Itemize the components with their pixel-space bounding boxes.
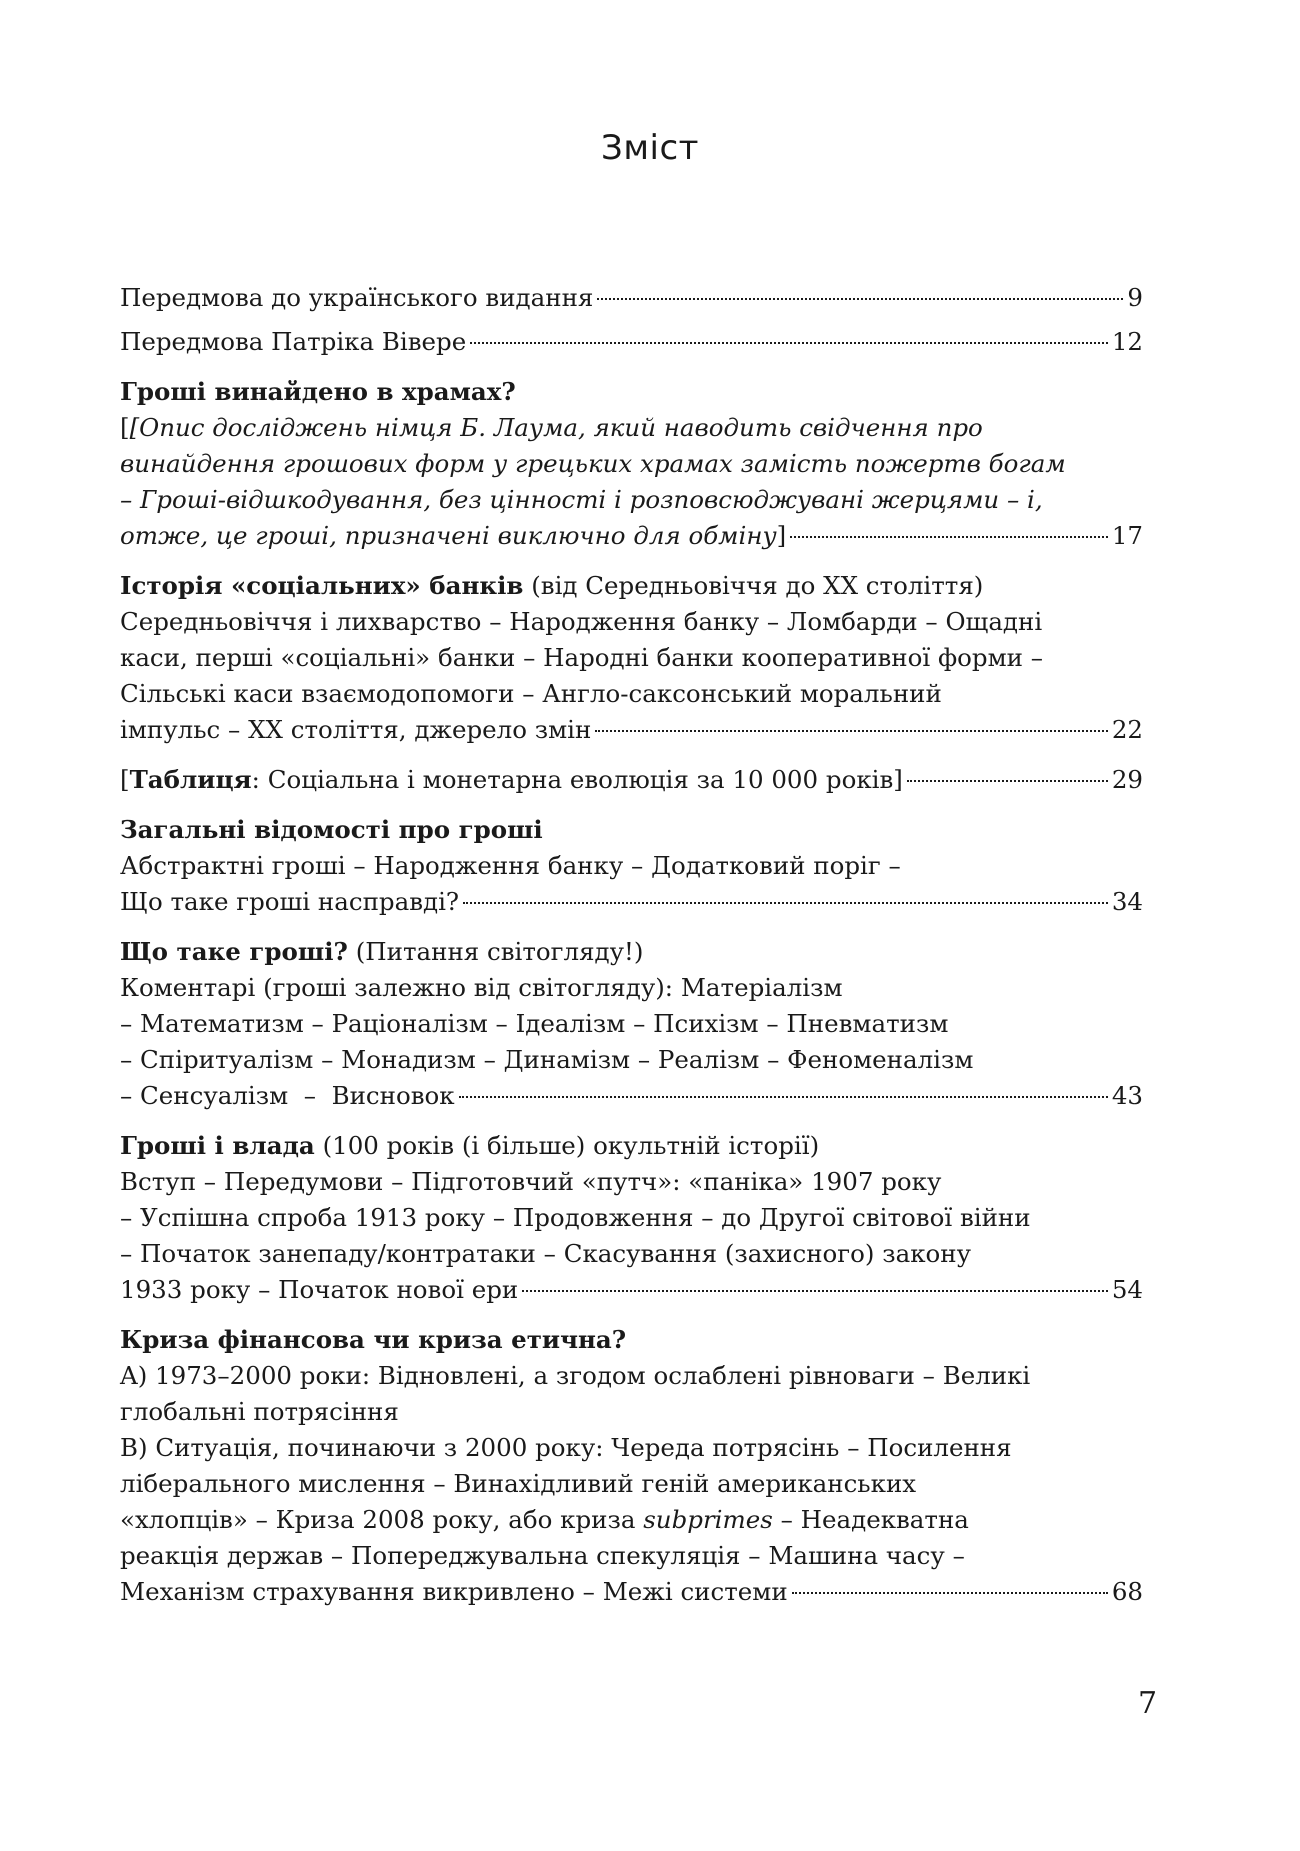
- toc-entry-table[interactable]: [120, 762, 1143, 798]
- toc-entry-financial-crisis[interactable]: [120, 1322, 1143, 1610]
- toc-entry-social-banks[interactable]: [120, 568, 1143, 748]
- heading-text: Історія «соціальних» банків: [120, 571, 524, 600]
- toc-entry-line: Сільські каси взаємодопомоги – Англо-саксонський моральний: [120, 679, 942, 708]
- toc-entry-money-and-power[interactable]: [120, 1128, 1143, 1308]
- toc-entry-heading: [120, 934, 1143, 970]
- toc-line-leader: [120, 280, 1143, 316]
- toc-entry-title: Передмова до українського видання: [120, 283, 594, 312]
- toc-entry-heading: [120, 568, 1143, 604]
- toc-line-leader: [120, 712, 1143, 748]
- heading-text: Гроші винайдено в храмах?: [120, 377, 516, 406]
- toc-entry-title: Передмова Патріка Вівере: [120, 327, 467, 356]
- toc-line-text: імпульс – XX століття, джерело змін: [120, 715, 592, 744]
- toc-entry-line: реакція держав – Попереджувальна спекуляція – Машина часу –: [120, 1541, 965, 1570]
- toc-line-leader: [120, 324, 1143, 360]
- dot-leader: [470, 342, 1108, 344]
- dot-leader: [907, 780, 1108, 782]
- heading-subtitle: (від Середньовіччя до XX століття): [523, 571, 984, 600]
- toc-entry-line: B) Ситуація, починаючи з 2000 року: Череда потрясінь – Посилення: [120, 1433, 1012, 1462]
- toc-entry-heading: [120, 1322, 1143, 1358]
- toc-entry-line: – Початок занепаду/контратаки – Скасування (захисного) закону: [120, 1239, 972, 1268]
- dot-leader: [792, 1592, 1108, 1594]
- toc-entry-money-in-temples[interactable]: [120, 374, 1143, 554]
- heading-text: Що таке гроші?: [120, 937, 348, 966]
- page-number: 7: [1138, 1686, 1158, 1721]
- toc-page-number: 34: [1111, 887, 1143, 916]
- dot-leader: [595, 730, 1107, 732]
- dot-leader: [790, 536, 1108, 538]
- toc-entry-line: Вступ – Передумови – Підготовчий «путч»: «паніка» 1907 року: [120, 1167, 942, 1196]
- italic-term: subprimes: [643, 1505, 773, 1534]
- toc-line-text: винайдення грошових форм у грецьких храмах замість пожертв богам: [120, 449, 1066, 478]
- toc-line-leader: [120, 884, 1143, 920]
- toc-page-number: 9: [1127, 283, 1143, 312]
- dot-leader: [522, 1290, 1108, 1292]
- toc-line-leader: [120, 1272, 1143, 1308]
- bracket-close: ]: [776, 521, 787, 550]
- toc-entry-line: глобальні потрясіння: [120, 1397, 399, 1426]
- toc-line-leader: [120, 1078, 1143, 1114]
- toc-page-number: 29: [1111, 765, 1143, 794]
- heading-text: Загальні відомості про гроші: [120, 815, 543, 844]
- toc-entry-heading: [120, 812, 1143, 848]
- table-label: Таблиця: [129, 765, 252, 794]
- toc-entry-heading: [120, 374, 1143, 410]
- toc-entry-line: Середньовіччя і лихварство – Народження банку – Ломбарди – Ощадні: [120, 607, 1043, 636]
- toc-entry-preface-viveret[interactable]: [120, 324, 1143, 360]
- toc-line-text: – Гроші-відшкодування, без цінності і розповсюджувані жерцями – і,: [120, 485, 1043, 514]
- table-of-contents: [120, 280, 1143, 1624]
- toc-entry-heading: [120, 1128, 1143, 1164]
- toc-page-number: 43: [1111, 1081, 1143, 1110]
- toc-line-text: – Сенсуалізм – Висновок: [120, 1081, 455, 1110]
- toc-entry-line: [[Опис досліджень німця Б. Лаума, який наводить свідчення про: [120, 413, 983, 442]
- toc-entry-line: каси, перші «соціальні» банки – Народні банки кооперативної форми –: [120, 643, 1044, 672]
- toc-entry-line: [120, 446, 1143, 482]
- toc-entry-line: [120, 1502, 1143, 1538]
- toc-line-text: [Опис досліджень німця Б. Лаума, який наводить свідчення про: [129, 413, 983, 442]
- toc-entry-line: – Спіритуалізм – Монадизм – Динамізм – Реалізм – Феноменалізм: [120, 1045, 974, 1074]
- toc-page-number: 12: [1111, 327, 1143, 356]
- toc-page-number: 54: [1111, 1275, 1143, 1304]
- toc-line-text: : Соціальна і монетарна еволюція за 10 000 років]: [251, 765, 903, 794]
- toc-line-leader: [120, 762, 1143, 798]
- dot-leader: [597, 298, 1123, 300]
- toc-entry-line: [120, 482, 1143, 518]
- toc-line-text: Що таке гроші насправді?: [120, 887, 460, 916]
- toc-line-text: 1933 року – Початок нової ери: [120, 1275, 519, 1304]
- heading-text: Криза фінансова чи криза етична?: [120, 1325, 627, 1354]
- bracket-open: [: [120, 765, 130, 794]
- toc-entry-preface-ukrainian[interactable]: [120, 280, 1143, 316]
- toc-line-text: Механізм страхування викривлено – Межі системи: [120, 1577, 788, 1606]
- heading-subtitle: (100 років (і більше) окультній історії): [314, 1131, 820, 1160]
- toc-line-text: «хлопців» – Криза 2008 року, або криза: [120, 1505, 644, 1534]
- toc-entry-line: – Успішна спроба 1913 року – Продовження – до Другої світової війни: [120, 1203, 1031, 1232]
- toc-entry-line: Абстрактні гроші – Народження банку – Додатковий поріг –: [120, 851, 901, 880]
- toc-entry-line: ліберального мислення – Винахідливий геній американських: [120, 1469, 917, 1498]
- toc-entry-line: – Математизм – Раціоналізм – Ідеалізм – Психізм – Пневматизм: [120, 1009, 949, 1038]
- dot-leader: [463, 902, 1108, 904]
- page-title: Зміст: [601, 128, 699, 168]
- toc-line-leader: [120, 1574, 1143, 1610]
- toc-entry-general-info[interactable]: [120, 812, 1143, 920]
- heading-subtitle: (Питання світогляду!): [347, 937, 644, 966]
- toc-line-text: отже, це гроші, призначені виключно для обміну: [120, 521, 777, 550]
- toc-entry-line: A) 1973–2000 роки: Відновлені, а згодом ослаблені рівноваги – Великі: [120, 1361, 1031, 1390]
- toc-page-number: 22: [1111, 715, 1143, 744]
- toc-line-leader: [120, 518, 1143, 554]
- toc-entry-line: Коментарі (гроші залежно від світогляду): Матеріалізм: [120, 973, 843, 1002]
- toc-entry-what-is-money[interactable]: [120, 934, 1143, 1114]
- dot-leader: [459, 1096, 1108, 1098]
- heading-text: Гроші і влада: [120, 1131, 315, 1160]
- toc-line-text: – Неадекватна: [772, 1505, 969, 1534]
- toc-page-number: 68: [1111, 1577, 1143, 1606]
- toc-page-number: 17: [1111, 521, 1143, 550]
